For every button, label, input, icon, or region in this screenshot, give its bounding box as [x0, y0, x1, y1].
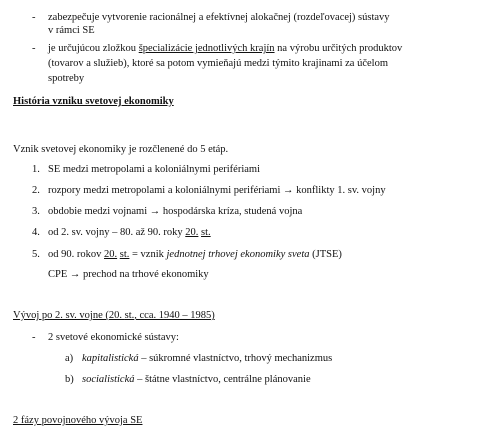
heading-text: st. [124, 310, 135, 321]
list-item-5 [48, 248, 342, 261]
cpe-line: CPE → prechod na trhové ekonomiky [48, 269, 209, 280]
sub-item-text: – štátne vlastníctvo, centrálne plánovanie [134, 374, 311, 385]
bullet-1-line-1: zabezpečuje vytvorenie racionálnej a efektívnej alokačnej (rozdeľovacej) sústavy [48, 12, 390, 23]
heading-text: , cca. 1940 – 1985) [134, 310, 215, 321]
section-heading-phases: 2 fázy povojnového vývoja SE [13, 415, 143, 426]
bullet-2-text: na výrobu určitých produktov [274, 43, 403, 54]
bullet-1-line-2: v rámci SE [48, 25, 95, 36]
list-item-text: (JTSE) [309, 249, 342, 260]
bullet-dash: - [32, 43, 36, 54]
list-item-text: = vznik [129, 249, 167, 260]
bullet-2-line-2: (tovarov a služieb), ktoré sa potom vymieňajú medzi týmito krajinami za účelom [48, 58, 388, 69]
emphasized-term: kapitalistická [82, 353, 139, 364]
bullet-dash: - [32, 332, 36, 343]
heading-text: Vývoj po 2. sv. vojne ( [13, 310, 109, 321]
bullet-dash: - [32, 12, 36, 23]
list-number: 1. [32, 164, 40, 175]
sub-item-b [82, 373, 311, 386]
underlined-century: 20. [104, 249, 118, 260]
list-item-text: od 90. rokov [48, 249, 104, 260]
underlined-century: st. [119, 249, 130, 260]
list-number: 5. [32, 249, 40, 260]
list-number: 2. [32, 185, 40, 196]
sub-item-text: – súkromné vlastníctvo, trhový mechanizmus [138, 353, 333, 364]
list-item-text: od 2. sv. vojny – 80. až 90. roky [48, 227, 186, 238]
emphasized-term: jednotnej trhovej ekonomiky sveta [166, 249, 310, 260]
underlined-term: špecializácie jednotlivých krajín [138, 43, 275, 54]
history-intro: Vznik svetovej ekonomiky je rozčlenené do 5 etáp. [13, 144, 229, 155]
sub-letter: a) [65, 353, 74, 364]
heading-text: 20. [108, 310, 122, 321]
bullet-2-text: je určujúcou zložkou [48, 43, 139, 54]
sub-item-a [82, 352, 332, 365]
emphasized-term: socialistická [82, 374, 135, 385]
section-heading-history: História vzniku svetovej ekonomiky [13, 96, 174, 107]
bullet-2-line-1 [48, 42, 402, 55]
bullet-2-line-3: spotreby [48, 73, 85, 84]
list-number: 3. [32, 206, 40, 217]
section-heading-vyvoj [13, 309, 215, 322]
list-item-4 [48, 226, 211, 239]
underlined-century: 20. [185, 227, 199, 238]
underlined-century: st. [201, 227, 211, 238]
list-item-3: obdobie medzi vojnami → hospodárska kríza, studená vojna [48, 206, 303, 217]
list-item-2: rozpory medzi metropolami a koloniálnymi perifériami → konflikty 1. sv. vojny [48, 185, 386, 196]
systems-label: 2 svetové ekonomické sústavy: [48, 332, 179, 343]
list-item-1: SE medzi metropolami a koloniálnymi perifériami [48, 164, 260, 175]
sub-letter: b) [65, 374, 74, 385]
list-number: 4. [32, 227, 40, 238]
